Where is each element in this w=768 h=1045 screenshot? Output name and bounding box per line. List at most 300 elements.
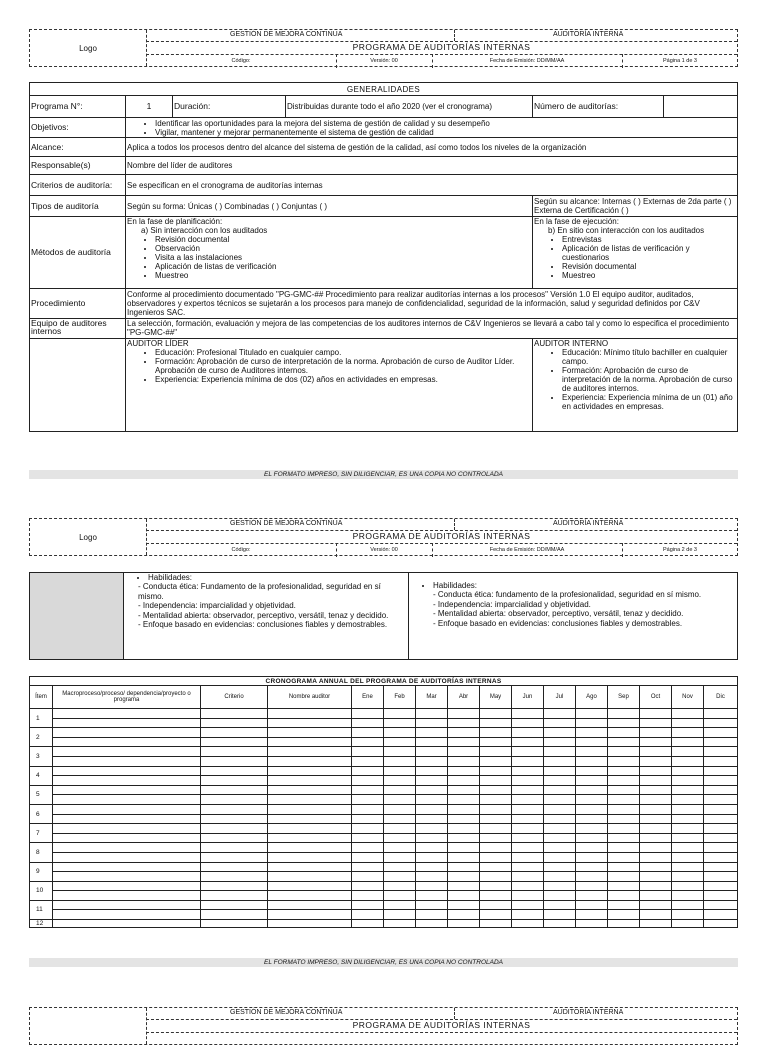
table-cell <box>201 709 268 719</box>
table-cell <box>416 785 448 795</box>
table-cell <box>384 766 416 776</box>
table-cell <box>512 795 544 805</box>
table-cell <box>53 795 201 805</box>
objetivo-item: • Vigilar, mantener y mejorar permanentemente el sistema de gestión de calidad <box>155 128 736 137</box>
table-cell <box>512 756 544 766</box>
table-cell <box>704 852 738 862</box>
table-row <box>30 737 738 747</box>
table-cell <box>201 718 268 728</box>
table-cell <box>512 824 544 834</box>
table-cell <box>448 852 480 862</box>
table-cell <box>544 795 576 805</box>
table-cell <box>640 785 672 795</box>
table-cell <box>384 910 416 920</box>
table-cell <box>672 843 704 853</box>
table-cell <box>544 785 576 795</box>
table-cell <box>268 872 352 882</box>
table-cell <box>416 862 448 872</box>
table-cell <box>384 709 416 719</box>
table-cell <box>512 776 544 786</box>
table-cell <box>608 910 640 920</box>
table-row <box>30 814 738 824</box>
col-header: Mar <box>416 686 448 709</box>
table-cell <box>201 814 268 824</box>
table-cell <box>416 843 448 853</box>
table-cell <box>544 776 576 786</box>
table-cell <box>448 718 480 728</box>
table-cell <box>576 843 608 853</box>
page1-header <box>29 29 738 67</box>
procedimiento-value: Conforme al procedimiento documentado "PG-GMC-## Procedimiento para realizar auditorías internas a los procesos" Versión 1.0 El equipo auditor, auditados, observadores y expertos técnicos se sujetarán a los procesos para manejo de confidencialidad, seguridad de la información, salud y seguridad definidos por C&V Ingenieros SAC. <box>126 289 738 319</box>
table-cell <box>384 852 416 862</box>
table-cell <box>704 756 738 766</box>
table-cell <box>672 852 704 862</box>
table-cell <box>672 709 704 719</box>
table-cell <box>704 881 738 891</box>
table-cell <box>512 920 544 928</box>
table-cell <box>544 814 576 824</box>
plan-item: • Aplicación de listas de verificación <box>155 262 531 271</box>
table-cell <box>640 891 672 901</box>
item-number: 5 <box>30 785 53 804</box>
table-row <box>30 785 738 795</box>
col-header: Abr <box>448 686 480 709</box>
item-number: 4 <box>30 766 53 785</box>
table-cell <box>448 747 480 757</box>
table-cell <box>608 920 640 928</box>
table-cell <box>53 804 201 814</box>
table-cell <box>53 910 201 920</box>
table-cell <box>201 747 268 757</box>
table-cell <box>608 728 640 738</box>
table-cell <box>512 833 544 843</box>
table-cell <box>480 776 512 786</box>
logo: Logo <box>30 519 147 555</box>
table-cell <box>640 728 672 738</box>
item-number: 7 <box>30 824 53 843</box>
table-cell <box>448 862 480 872</box>
interno-item: • Experiencia: Experiencia mínima de un (01) año en actividades en empresas. <box>562 393 736 411</box>
lider-item: • Educación: Profesional Titulado en cualquier campo. <box>155 348 531 357</box>
table-cell <box>384 737 416 747</box>
table-cell <box>640 814 672 824</box>
item-number: 12 <box>30 920 53 928</box>
table-cell <box>416 833 448 843</box>
criterios-value: Se especifican en el cronograma de auditorías internas <box>126 175 738 196</box>
table-cell <box>640 900 672 910</box>
generalidades-table <box>29 82 738 432</box>
hab-right-line: - Conducta ética: fundamento de la profesionalidad, seguridad en sí mismo. <box>433 590 702 599</box>
table-cell <box>416 814 448 824</box>
table-cell <box>544 766 576 776</box>
header-left-title: GESTIÓN DE MEJORA CONTINUA <box>230 520 343 527</box>
logo <box>30 1008 147 1044</box>
interno-item: • Educación: Mínimo título bachiller en cualquier campo. <box>562 348 736 366</box>
col-header: Jun <box>512 686 544 709</box>
table-cell <box>640 795 672 805</box>
table-cell <box>53 737 201 747</box>
table-cell <box>448 709 480 719</box>
table-cell <box>704 728 738 738</box>
table-cell <box>53 843 201 853</box>
table-cell <box>640 920 672 928</box>
table-cell <box>448 766 480 776</box>
table-row <box>30 776 738 786</box>
table-cell <box>268 766 352 776</box>
table-cell <box>672 718 704 728</box>
table-cell <box>608 756 640 766</box>
table-cell <box>53 814 201 824</box>
table-cell <box>201 920 268 928</box>
table-cell <box>201 737 268 747</box>
table-cell <box>448 843 480 853</box>
responsables-value: Nombre del líder de auditores <box>126 157 738 175</box>
table-cell <box>201 728 268 738</box>
table-cell <box>416 709 448 719</box>
table-cell <box>268 728 352 738</box>
table-cell <box>704 910 738 920</box>
table-cell <box>608 881 640 891</box>
table-cell <box>512 785 544 795</box>
table-cell <box>384 756 416 766</box>
duracion-value: Distribuidas durante todo el año 2020 (ver el cronograma) <box>286 96 533 118</box>
table-cell <box>384 881 416 891</box>
table-cell <box>672 747 704 757</box>
table-row <box>30 843 738 853</box>
table-row <box>30 852 738 862</box>
lider-item: • Experiencia: Experiencia mínima de dos (02) años en actividades en empresas. <box>155 375 531 384</box>
table-cell <box>576 881 608 891</box>
table-cell <box>448 776 480 786</box>
table-cell <box>608 872 640 882</box>
item-number: 1 <box>30 709 53 728</box>
table-cell <box>384 843 416 853</box>
table-cell <box>53 872 201 882</box>
plan-item: • Revisión documental <box>155 235 531 244</box>
table-cell <box>416 910 448 920</box>
table-cell <box>268 737 352 747</box>
table-cell <box>672 776 704 786</box>
table-cell <box>384 920 416 928</box>
table-cell <box>672 814 704 824</box>
table-cell <box>268 833 352 843</box>
table-cell <box>576 910 608 920</box>
table-cell <box>384 833 416 843</box>
table-cell <box>53 833 201 843</box>
table-cell <box>704 900 738 910</box>
table-cell <box>201 795 268 805</box>
table-cell <box>268 785 352 795</box>
table-cell <box>268 814 352 824</box>
table-cell <box>268 862 352 872</box>
table-cell <box>352 852 384 862</box>
table-cell <box>544 843 576 853</box>
table-cell <box>672 795 704 805</box>
habilidades-table <box>29 572 738 660</box>
table-cell <box>201 900 268 910</box>
table-cell <box>704 872 738 882</box>
table-cell <box>512 766 544 776</box>
table-cell <box>352 833 384 843</box>
codigo-field: Código: <box>146 543 337 557</box>
table-cell <box>480 814 512 824</box>
table-cell <box>448 920 480 928</box>
table-cell <box>512 804 544 814</box>
table-cell <box>704 804 738 814</box>
table-cell <box>672 872 704 882</box>
table-cell <box>480 766 512 776</box>
table-cell <box>608 776 640 786</box>
table-cell <box>576 776 608 786</box>
table-cell <box>384 804 416 814</box>
table-cell <box>672 824 704 834</box>
hab-right-line: - Independencia: imparcialidad y objetividad. <box>433 599 591 609</box>
codigo-field: Código: <box>146 54 337 68</box>
table-cell <box>53 728 201 738</box>
table-cell <box>576 756 608 766</box>
table-cell <box>608 852 640 862</box>
table-cell <box>672 891 704 901</box>
table-cell <box>576 824 608 834</box>
table-cell <box>704 891 738 901</box>
auditor-lider-title: AUDITOR LÍDER <box>127 339 189 348</box>
table-cell <box>448 795 480 805</box>
table-cell <box>704 747 738 757</box>
ejec-item: • Revisión documental <box>562 262 736 271</box>
alcance-label: Alcance: <box>30 138 126 157</box>
table-cell <box>480 785 512 795</box>
table-cell <box>384 824 416 834</box>
table-cell <box>640 872 672 882</box>
table-cell <box>544 920 576 928</box>
table-cell <box>268 776 352 786</box>
table-cell <box>576 737 608 747</box>
hab-right-line: - Mentalidad abierta: observador, perceptivo, versátil, tenaz y decidido. <box>433 609 684 618</box>
table-cell <box>544 756 576 766</box>
table-cell <box>352 824 384 834</box>
table-cell <box>576 795 608 805</box>
table-cell <box>704 737 738 747</box>
table-row <box>30 728 738 738</box>
table-cell <box>268 709 352 719</box>
table-cell <box>576 920 608 928</box>
table-cell <box>201 910 268 920</box>
table-cell <box>608 709 640 719</box>
table-cell <box>268 881 352 891</box>
table-cell <box>53 824 201 834</box>
table-cell <box>576 852 608 862</box>
col-header: Nov <box>672 686 704 709</box>
table-row <box>30 795 738 805</box>
hab-left-line: - Independencia: imparcialidad y objetividad. <box>138 601 296 610</box>
table-cell <box>512 891 544 901</box>
table-cell <box>352 862 384 872</box>
table-cell <box>480 756 512 766</box>
table-cell <box>268 852 352 862</box>
table-cell <box>53 862 201 872</box>
table-cell <box>512 900 544 910</box>
table-cell <box>640 737 672 747</box>
table-cell <box>448 833 480 843</box>
table-cell <box>53 785 201 795</box>
table-cell <box>201 756 268 766</box>
table-cell <box>672 766 704 776</box>
table-cell <box>480 833 512 843</box>
item-number: 11 <box>30 900 53 919</box>
table-cell <box>640 709 672 719</box>
table-cell <box>640 804 672 814</box>
table-cell <box>384 814 416 824</box>
table-cell <box>268 718 352 728</box>
table-cell <box>544 872 576 882</box>
table-cell <box>201 833 268 843</box>
col-header: May <box>480 686 512 709</box>
table-cell <box>201 891 268 901</box>
hab-left-line: - Conducta ética: Fundamento de la profesionalidad, seguridad en sí mismo. <box>138 582 381 601</box>
table-cell <box>608 718 640 728</box>
table-cell <box>201 824 268 834</box>
table-cell <box>268 843 352 853</box>
table-cell <box>352 709 384 719</box>
auditor-interno-title: AUDITOR INTERNO <box>534 339 609 348</box>
table-cell <box>384 900 416 910</box>
table-row <box>30 747 738 757</box>
table-cell <box>53 766 201 776</box>
table-cell <box>480 728 512 738</box>
objetivo-item: • Identificar las oportunidades para la mejora del sistema de gestión de calidad y su desempeño <box>155 119 736 128</box>
table-cell <box>384 891 416 901</box>
table-cell <box>544 718 576 728</box>
table-cell <box>512 814 544 824</box>
table-cell <box>416 718 448 728</box>
table-cell <box>448 900 480 910</box>
table-cell <box>576 833 608 843</box>
header-right-title: AUDITORÍA INTERNA <box>553 1009 624 1016</box>
item-number: 10 <box>30 881 53 900</box>
table-row <box>30 824 738 834</box>
table-cell <box>608 766 640 776</box>
table-cell <box>704 776 738 786</box>
table-cell <box>704 824 738 834</box>
table-cell <box>704 718 738 728</box>
table-row <box>30 862 738 872</box>
table-cell <box>672 862 704 872</box>
ejecucion-title: En la fase de ejecución: <box>534 217 619 226</box>
table-cell <box>352 795 384 805</box>
table-cell <box>672 804 704 814</box>
ejec-item: • Entrevistas <box>562 235 736 244</box>
table-row <box>30 766 738 776</box>
table-cell <box>672 737 704 747</box>
table-cell <box>544 891 576 901</box>
table-cell <box>268 756 352 766</box>
table-cell <box>201 804 268 814</box>
table-cell <box>448 891 480 901</box>
table-cell <box>416 756 448 766</box>
table-cell <box>480 709 512 719</box>
table-cell <box>352 766 384 776</box>
table-cell <box>352 785 384 795</box>
footer-note-1: EL FORMATO IMPRESO, SIN DILIGENCIAR, ES UNA COPIA NO CONTROLADA <box>29 470 738 479</box>
table-cell <box>53 776 201 786</box>
table-cell <box>640 843 672 853</box>
metodos-label: Métodos de auditoría <box>30 217 126 289</box>
table-cell <box>201 843 268 853</box>
table-cell <box>480 862 512 872</box>
planificacion-a: a) Sin interacción con los auditados <box>141 226 268 235</box>
ejecucion-b: b) En sitio con interacción con los auditados <box>548 226 705 235</box>
table-cell <box>480 881 512 891</box>
table-cell <box>384 795 416 805</box>
table-cell <box>608 747 640 757</box>
lider-item: • Formación: Aprobación de curso de interpretación de la norma. Aprobación de curso de Auditor Líder. Aprobación de curso de Auditores internos. <box>155 357 531 375</box>
table-cell <box>512 910 544 920</box>
table-cell <box>268 910 352 920</box>
tipos-alcance: Según su alcance: Internas ( ) Externas de 2da parte ( ) Externa de Certificación ( ) <box>533 196 738 217</box>
table-cell <box>352 872 384 882</box>
num-auditorias-value <box>664 96 738 118</box>
table-row <box>30 891 738 901</box>
table-cell <box>480 843 512 853</box>
table-cell <box>384 776 416 786</box>
table-cell <box>640 833 672 843</box>
page3-header <box>29 1007 738 1045</box>
table-cell <box>352 881 384 891</box>
table-cell <box>608 843 640 853</box>
table-cell <box>352 804 384 814</box>
table-cell <box>384 785 416 795</box>
table-cell <box>448 804 480 814</box>
fecha-field: Fecha de Emisión: DD/MM/AA <box>432 543 623 557</box>
table-cell <box>544 833 576 843</box>
table-cell <box>576 718 608 728</box>
header-right-title: AUDITORÍA INTERNA <box>553 31 624 38</box>
table-cell <box>672 728 704 738</box>
col-header: Ítem <box>30 686 53 709</box>
table-cell <box>416 920 448 928</box>
table-cell <box>608 737 640 747</box>
table-cell <box>640 766 672 776</box>
table-cell <box>576 766 608 776</box>
table-cell <box>480 747 512 757</box>
table-cell <box>672 881 704 891</box>
plan-item: • Observación <box>155 244 531 253</box>
equipo-label: Equipo de auditores internos <box>30 319 126 339</box>
footer-note-2: EL FORMATO IMPRESO, SIN DILIGENCIAR, ES UNA COPIA NO CONTROLADA <box>29 958 738 967</box>
table-cell <box>672 833 704 843</box>
table-cell <box>608 833 640 843</box>
hab-right-line: - Enfoque basado en evidencias: conclusiones fiables y demostrables. <box>433 618 683 628</box>
table-cell <box>608 891 640 901</box>
table-cell <box>448 756 480 766</box>
table-cell <box>512 881 544 891</box>
plan-item: • Muestreo <box>155 271 531 280</box>
table-cell <box>201 852 268 862</box>
table-cell <box>201 766 268 776</box>
table-cell <box>268 747 352 757</box>
table-cell <box>480 910 512 920</box>
table-cell <box>544 824 576 834</box>
table-cell <box>640 718 672 728</box>
table-row <box>30 920 738 928</box>
table-cell <box>640 881 672 891</box>
criterios-label: Criterios de auditoría: <box>30 175 126 196</box>
responsables-label: Responsable(s) <box>30 157 126 175</box>
hab-left-line: - Mentalidad abierta: observador, perceptivo, versátil, tenaz y decidido. <box>138 610 389 620</box>
table-cell <box>704 709 738 719</box>
table-cell <box>576 891 608 901</box>
table-cell <box>416 728 448 738</box>
